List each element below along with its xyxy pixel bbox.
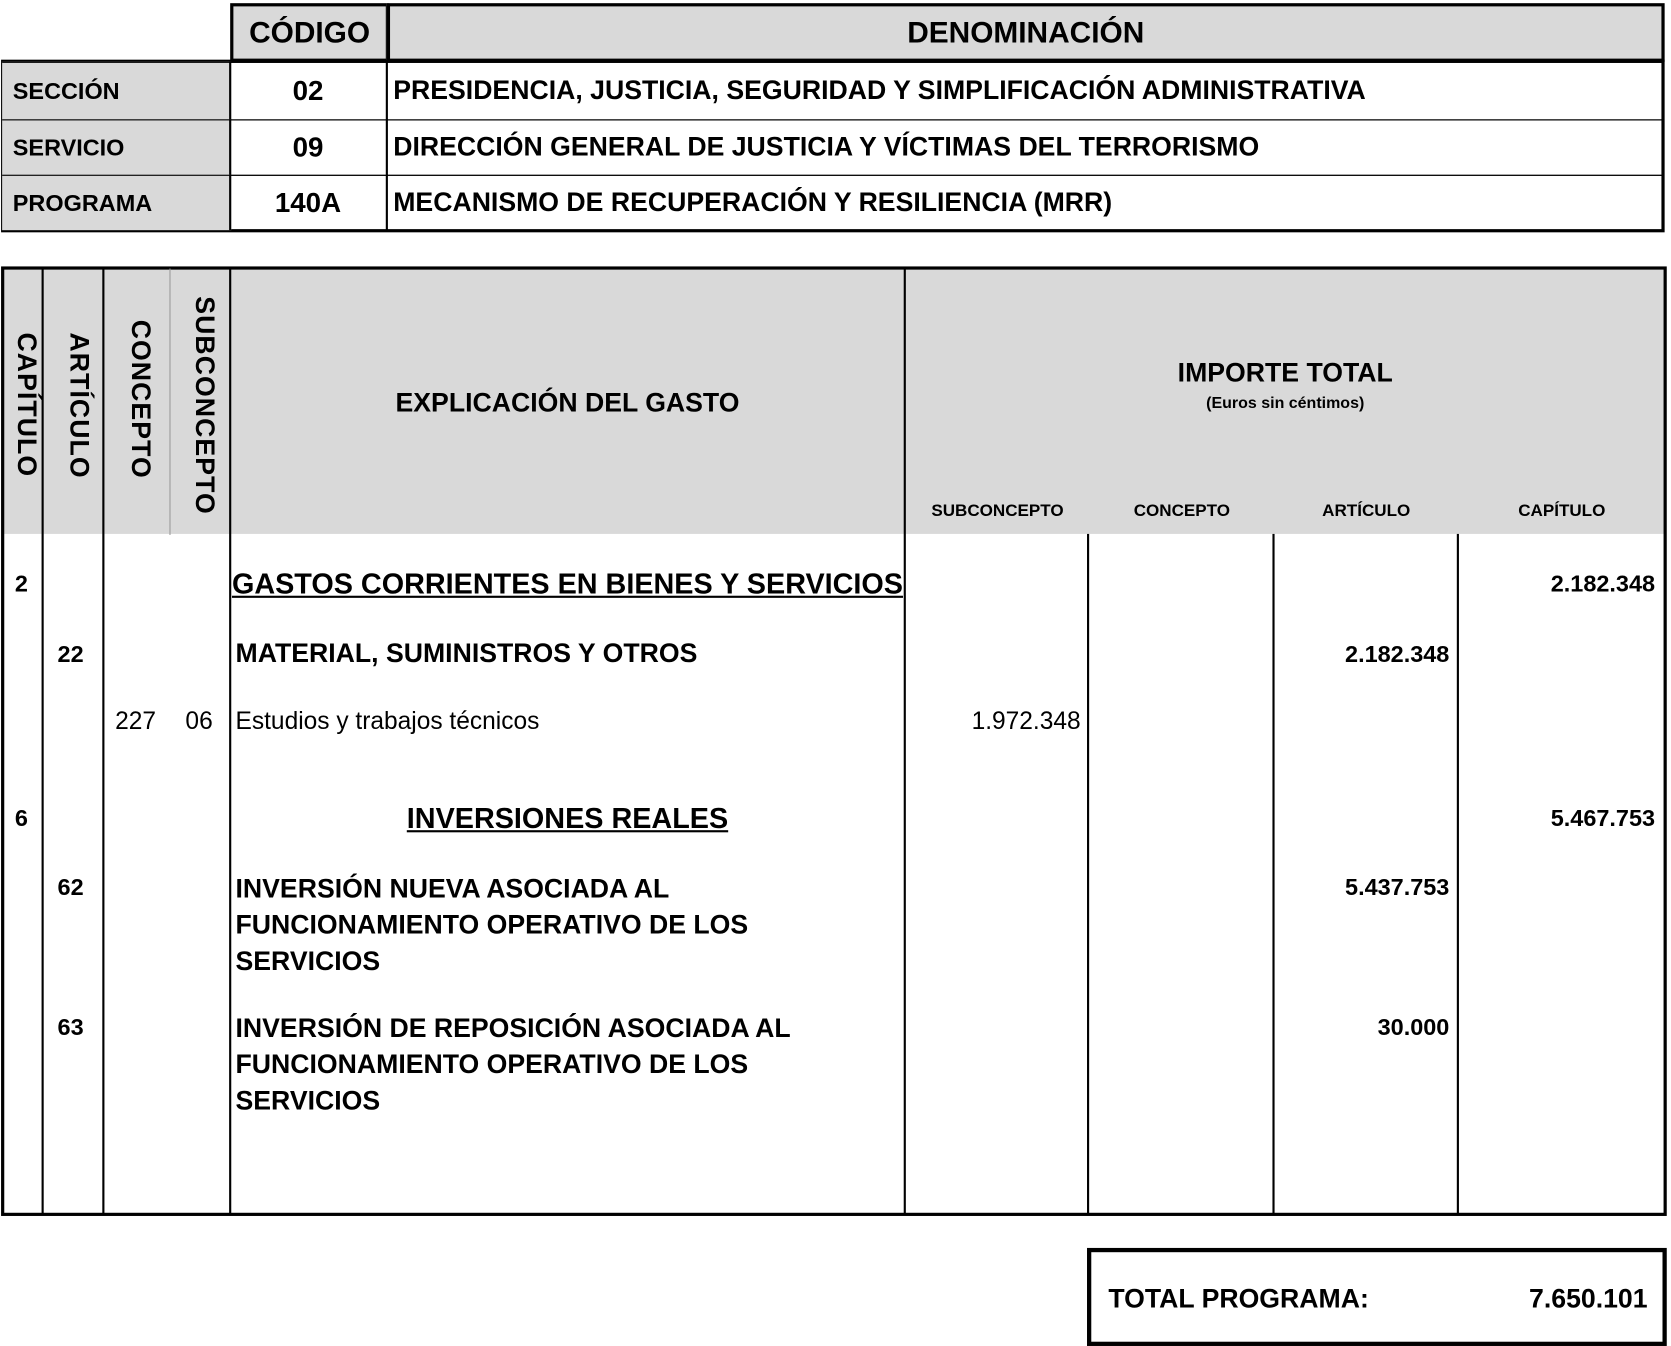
servicio-code: 09 <box>230 119 388 175</box>
row-text: Estudios y trabajos técnicos <box>235 706 540 735</box>
row-text: INVERSIÓN DE REPOSICIÓN ASOCIADA AL FUNCIONAMIENTO OPERATIVO DE LOS SERVICIOS <box>235 1013 791 1116</box>
row-capitulo: 6 <box>14 804 28 832</box>
seccion-label: SECCIÓN <box>2 62 231 121</box>
importe-title: IMPORTE TOTAL <box>1177 358 1393 388</box>
row-concepto: 227 <box>115 706 156 735</box>
importe-col-articulo: ARTÍCULO <box>1322 501 1411 521</box>
programa-label: PROGRAMA <box>2 175 231 230</box>
row-text: GASTOS CORRIENTES EN BIENES Y SERVICIOS <box>231 568 903 600</box>
row-articulo: 62 <box>57 873 84 901</box>
col-divider <box>102 269 104 1214</box>
row-articulo: 22 <box>57 640 84 668</box>
seccion-code: 02 <box>230 62 388 121</box>
importe-col-subconcepto: SUBCONCEPTO <box>931 501 1064 521</box>
col-divider <box>42 269 44 1214</box>
row-text: INVERSIONES REALES <box>406 802 729 835</box>
row-importe-capitulo: 2.182.348 <box>1550 570 1656 597</box>
col-header-explicacion: EXPLICACIÓN DEL GASTO <box>395 387 740 418</box>
programa-code: 140A <box>230 175 388 230</box>
importe-col-capitulo: CAPÍTULO <box>1518 501 1606 521</box>
importe-col-concepto: CONCEPTO <box>1133 501 1231 521</box>
seccion-name: PRESIDENCIA, JUSTICIA, SEGURIDAD Y SIMPLIFICACIÓN ADMINISTRATIVA <box>387 62 1663 121</box>
col-header-subconcepto: SUBCONCEPTO <box>189 296 220 515</box>
col-divider <box>169 269 170 535</box>
denominacion-header <box>387 3 1665 62</box>
codigo-label: CÓDIGO <box>249 15 371 49</box>
col-header-capitulo: CAPÍTULO <box>11 332 42 478</box>
row-importe-articulo: 5.437.753 <box>1345 873 1450 901</box>
row-importe-subconcepto: 1.972.348 <box>971 706 1081 735</box>
codigo-header <box>230 3 389 62</box>
row-importe-capitulo: 5.467.753 <box>1550 804 1656 832</box>
col-header-concepto: CONCEPTO <box>125 319 156 479</box>
total-value: 7.650.101 <box>1529 1284 1648 1315</box>
programa-name: MECANISMO DE RECUPERACIÓN Y RESILIENCIA (MRR) <box>387 175 1663 230</box>
row-text: INVERSIÓN NUEVA ASOCIADA AL FUNCIONAMIENTO OPERATIVO DE LOS SERVICIOS <box>235 873 749 977</box>
total-box <box>1087 1248 1667 1346</box>
row-importe-articulo: 2.182.348 <box>1345 640 1450 668</box>
row-articulo: 63 <box>57 1013 84 1041</box>
row-text: MATERIAL, SUMINISTROS Y OTROS <box>235 638 698 669</box>
importe-subtitle: (Euros sin céntimos) <box>1206 394 1365 413</box>
total-label: TOTAL PROGRAMA: <box>1108 1284 1369 1315</box>
col-header-articulo: ARTÍCULO <box>63 332 94 479</box>
servicio-name: DIRECCIÓN GENERAL DE JUSTICIA Y VÍCTIMAS DEL TERRORISMO <box>387 119 1663 175</box>
servicio-label: SERVICIO <box>2 119 231 175</box>
row-importe-articulo: 30.000 <box>1377 1013 1450 1041</box>
col-divider <box>1457 534 1459 1214</box>
row-capitulo: 2 <box>14 570 28 597</box>
denominacion-label: DENOMINACIÓN <box>907 15 1145 49</box>
col-divider <box>1087 534 1089 1214</box>
row-subconcepto: 06 <box>185 706 213 735</box>
